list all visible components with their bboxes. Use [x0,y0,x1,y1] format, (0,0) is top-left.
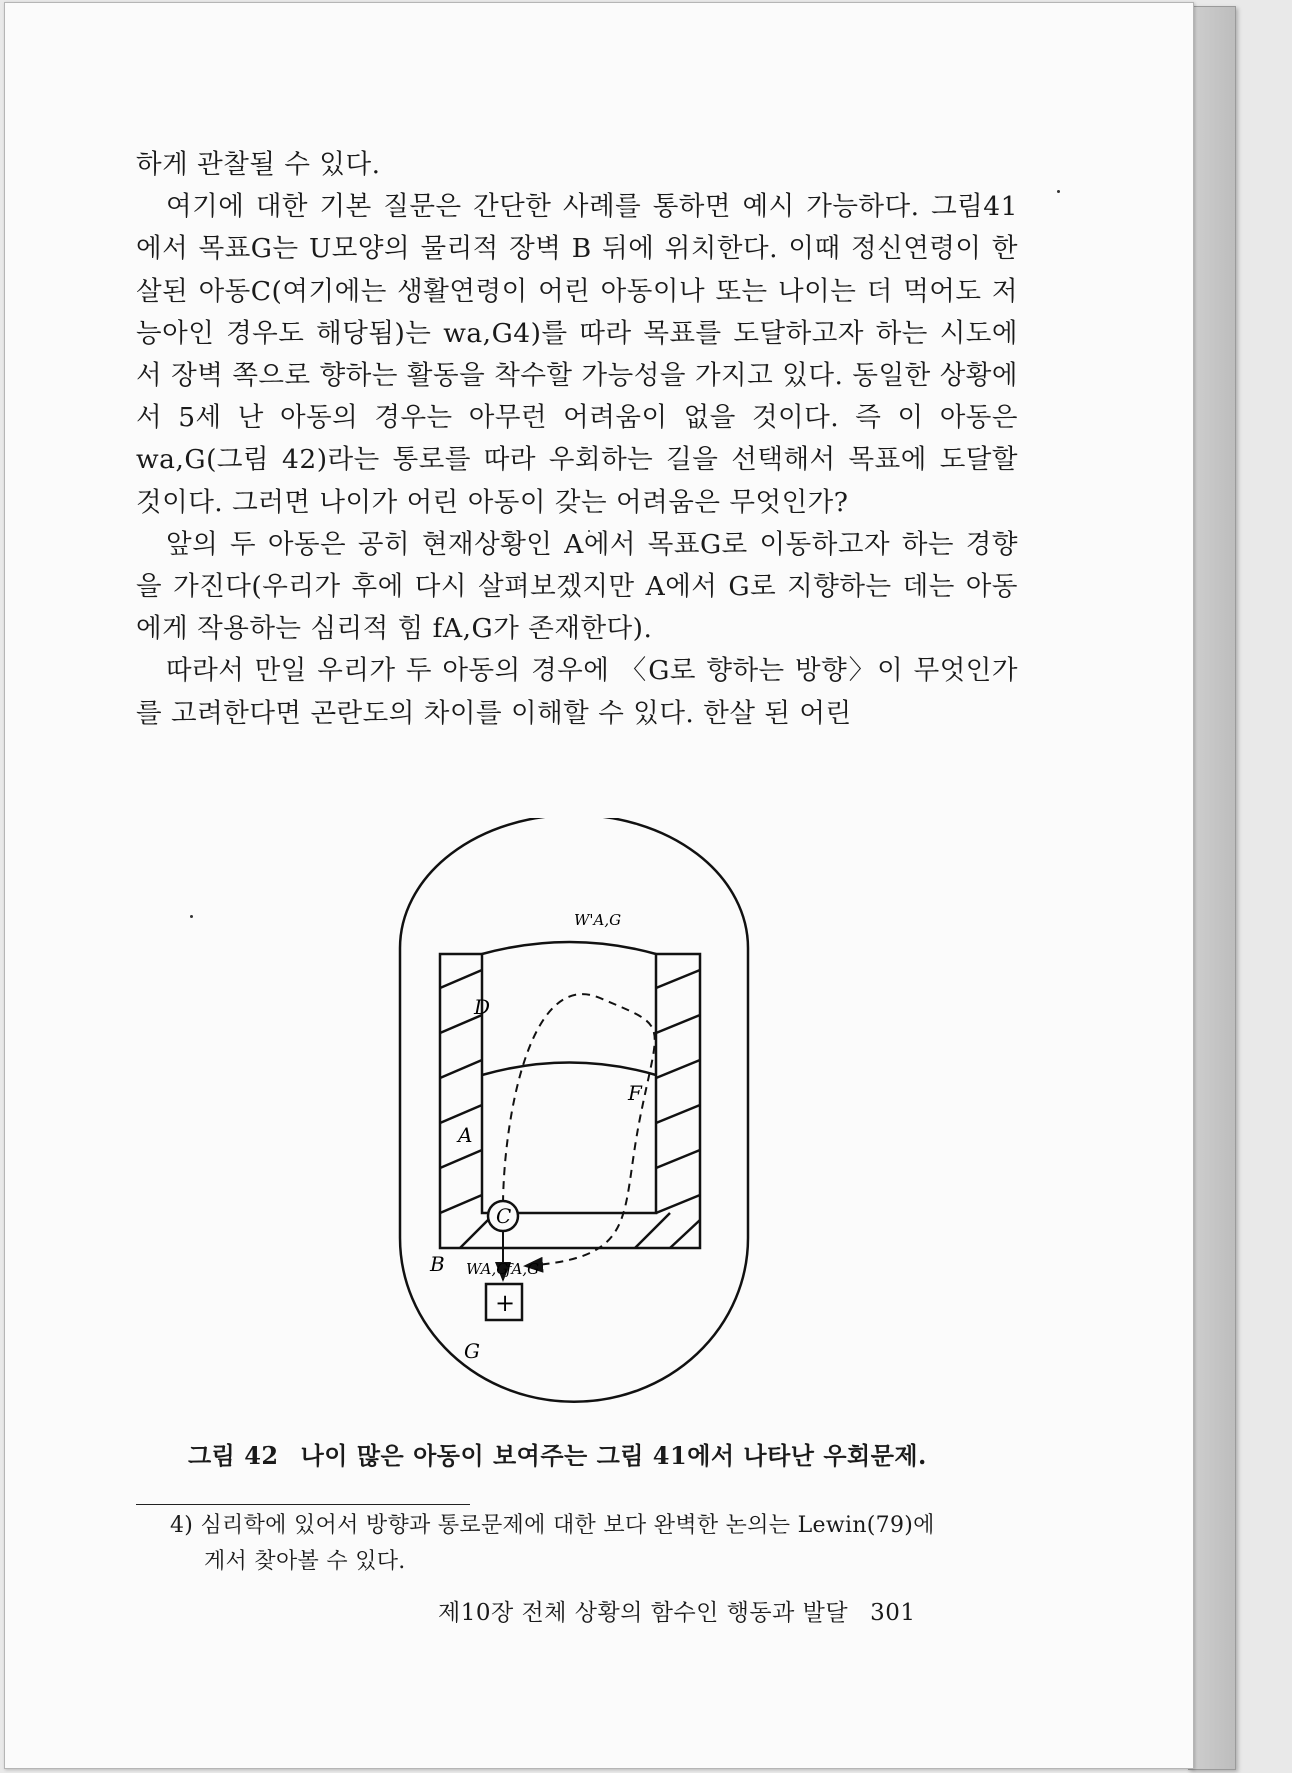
paragraph-tendency: 앞의 두 아동은 공히 현재상황인 A에서 목표G로 이동하고자 하는 경향을 가진다(우리가 후에 다시 살펴보겠지만 A에서 G로 지향하는 데는 아동에게 작용하는 심리적 힘 fA,G가 존재한다). [136,528,1018,645]
label-g: G [464,1339,480,1363]
page-number: 301 [870,1600,916,1626]
paragraph-direction: 따라서 만일 우리가 두 아동의 경우에 〈G로 향하는 방향〉이 무엇인가를 고려한다면 곤란도의 차이를 이해할 수 있다. 한살 된 어린 [136,655,1018,729]
figure-42-diagram [390,818,770,1418]
goal-symbol: + [495,1289,516,1317]
detour-path [503,994,655,1266]
inner-regions [482,942,656,1075]
caption-text: 나이 많은 아동이 보여주는 그림 41에서 나타난 우회문제. [300,1441,927,1470]
label-a: A [458,1123,473,1147]
label-path-bottom: WA,G [466,1260,509,1278]
label-force: fA,G [506,1260,540,1278]
speck [1057,190,1060,193]
paragraph-detour-example: 여기에 대한 기본 질문은 간단한 사례를 통하면 예시 가능하다. 그림41에서 목표G는 U모양의 물리적 장벽 B 뒤에 위치한다. 이때 정신연령이 한살된 아동C(여기에는 생활연령이 어린 아동이나 또는 나이는 더 먹어도 저능아인 경우도 해당됨)는 wa,G4)를 따라 목표를 도달하고자 하는 시도에서 장벽 쪽으로 향하는 활동을 착수할 가능성을 가지고 있다. 동일한 상황에서 5세 난 아동의 경우는 아무런 어려움이 없을 것이다. 즉 이 아동은 wa,G(그림 42)라는 통로를 따라 우회하는 길을 선택해서 목표에 도달할 것이다. 그러면 나이가 어린 아동이 갖는 어려움은 무엇인가? [136,191,1018,518]
body-text [136,144,1018,735]
label-b: B [430,1252,445,1276]
footnote-line2: 게서 찾아볼 수 있다. [204,1549,406,1574]
footnote-line1: 심리학에 있어서 방향과 통로문제에 대한 보다 완벽한 논의는 Lewin(79)에 [200,1513,935,1538]
paragraph-continuation: 하게 관찰될 수 있다. [136,149,381,180]
figure-caption [188,1436,1028,1471]
footnote [170,1508,1020,1580]
label-path-top: W'A,G [574,911,622,929]
footnote-marker: 4) [170,1513,194,1538]
page-edge-shadow [1188,6,1236,1770]
label-d: D [474,995,491,1019]
running-footer [438,1594,998,1627]
speck [190,915,193,918]
footer-chapter: 제10장 전체 상황의 함수인 행동과 발달 [438,1600,849,1626]
label-f: F [628,1081,642,1105]
life-space-boundary [400,818,748,1402]
label-c: C [496,1204,512,1228]
footnote-rule [136,1504,470,1505]
caption-number: 그림 42 [188,1441,279,1470]
